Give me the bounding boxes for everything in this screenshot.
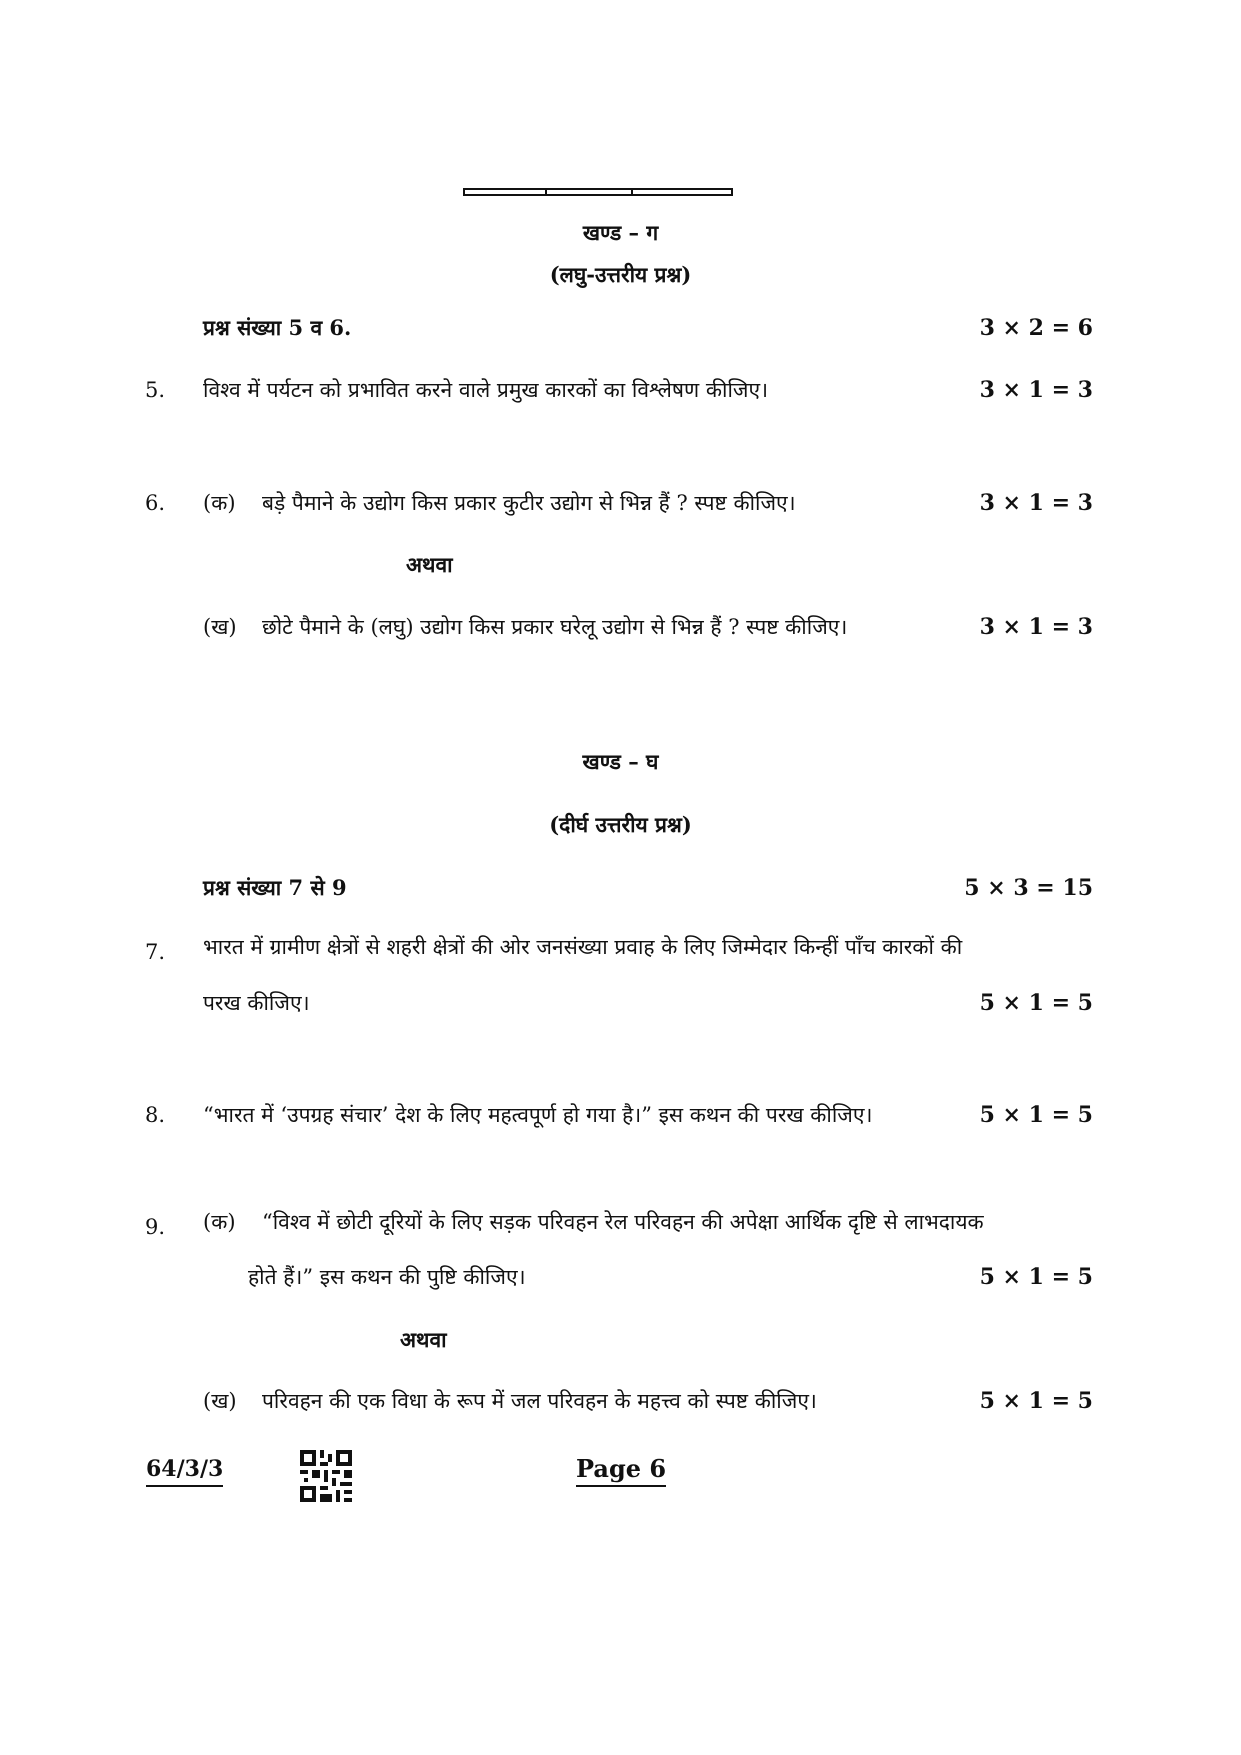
section-d-title: खण्ड – घ <box>582 749 659 774</box>
question-7-line-1: भारत में ग्रामीण क्षेत्रों से शहरी क्षेत्रों की ओर जनसंख्या प्रवाह के लिए जिम्मेदार किन्हीं पाँच कारकों की <box>203 935 963 959</box>
question-7-marks: 5 × 1 = 5 <box>979 990 1093 1016</box>
question-6a-text: बड़े पैमाने के उद्योग किस प्रकार कुटीर उद्योग से भिन्न हैं ? स्पष्ट कीजिए। <box>262 491 796 515</box>
question-6b-marks: 3 × 1 = 3 <box>979 614 1093 640</box>
question-9-number: 9. <box>145 1215 166 1239</box>
question-6a-marks: 3 × 1 = 3 <box>979 490 1093 516</box>
question-7-line-2: परख कीजिए। <box>203 991 310 1015</box>
question-6b-label: (ख) <box>203 615 237 639</box>
question-9a-line-2: होते हैं।” इस कथन की पुष्टि कीजिए। <box>248 1265 526 1289</box>
question-9b-marks: 5 × 1 = 5 <box>979 1388 1093 1414</box>
question-9a-marks: 5 × 1 = 5 <box>979 1264 1093 1290</box>
question-8-marks: 5 × 1 = 5 <box>979 1102 1093 1128</box>
question-5-text: विश्व में पर्यटन को प्रभावित करने वाले प्रमुख कारकों का विश्लेषण कीजिए। <box>203 378 769 402</box>
question-9a-label: (क) <box>203 1210 236 1234</box>
section-c-range-label: प्रश्न संख्या 5 व 6. <box>203 315 352 340</box>
section-d-range-label: प्रश्न संख्या 7 से 9 <box>203 875 347 900</box>
section-d-subtitle: (दीर्घ उत्तरीय प्रश्न) <box>549 812 692 837</box>
question-8-number: 8. <box>145 1103 166 1127</box>
question-8-text: “भारत में ‘उपग्रह संचार’ देश के लिए महत्वपूर्ण हो गया है।” इस कथन की परख कीजिए। <box>203 1103 873 1127</box>
question-9b-label: (ख) <box>203 1389 237 1413</box>
paper-code: 64/3/3 <box>146 1455 223 1487</box>
section-c-range-marks: 3 × 2 = 6 <box>979 315 1093 341</box>
question-6a-label: (क) <box>203 491 236 515</box>
question-5-number: 5. <box>145 378 166 402</box>
section-c-subtitle: (लघु-उत्तरीय प्रश्न) <box>549 262 692 287</box>
question-5-marks: 3 × 1 = 3 <box>979 377 1093 403</box>
question-9a-line-1: “विश्व में छोटी दूरियों के लिए सड़क परिवहन रेल परिवहन की अपेक्षा आर्थिक दृष्टि से लाभदायक <box>262 1210 984 1234</box>
question-9b-text: परिवहन की एक विधा के रूप में जल परिवहन के महत्त्व को स्पष्ट कीजिए। <box>262 1389 817 1413</box>
question-6b-text: छोटे पैमाने के (लघु) उद्योग किस प्रकार घरेलू उद्योग से भिन्न हैं ? स्पष्ट कीजिए। <box>262 615 848 639</box>
section-c-title: खण्ड – ग <box>582 220 659 245</box>
question-6-or: अथवा <box>406 552 453 577</box>
header-rule <box>463 188 733 196</box>
question-7-number: 7. <box>145 940 166 964</box>
page-number: Page 6 <box>576 1455 666 1487</box>
section-d-range-marks: 5 × 3 = 15 <box>964 875 1093 901</box>
qr-code-icon <box>300 1450 352 1502</box>
question-9-or: अथवा <box>400 1327 447 1352</box>
question-6-number: 6. <box>145 491 166 515</box>
